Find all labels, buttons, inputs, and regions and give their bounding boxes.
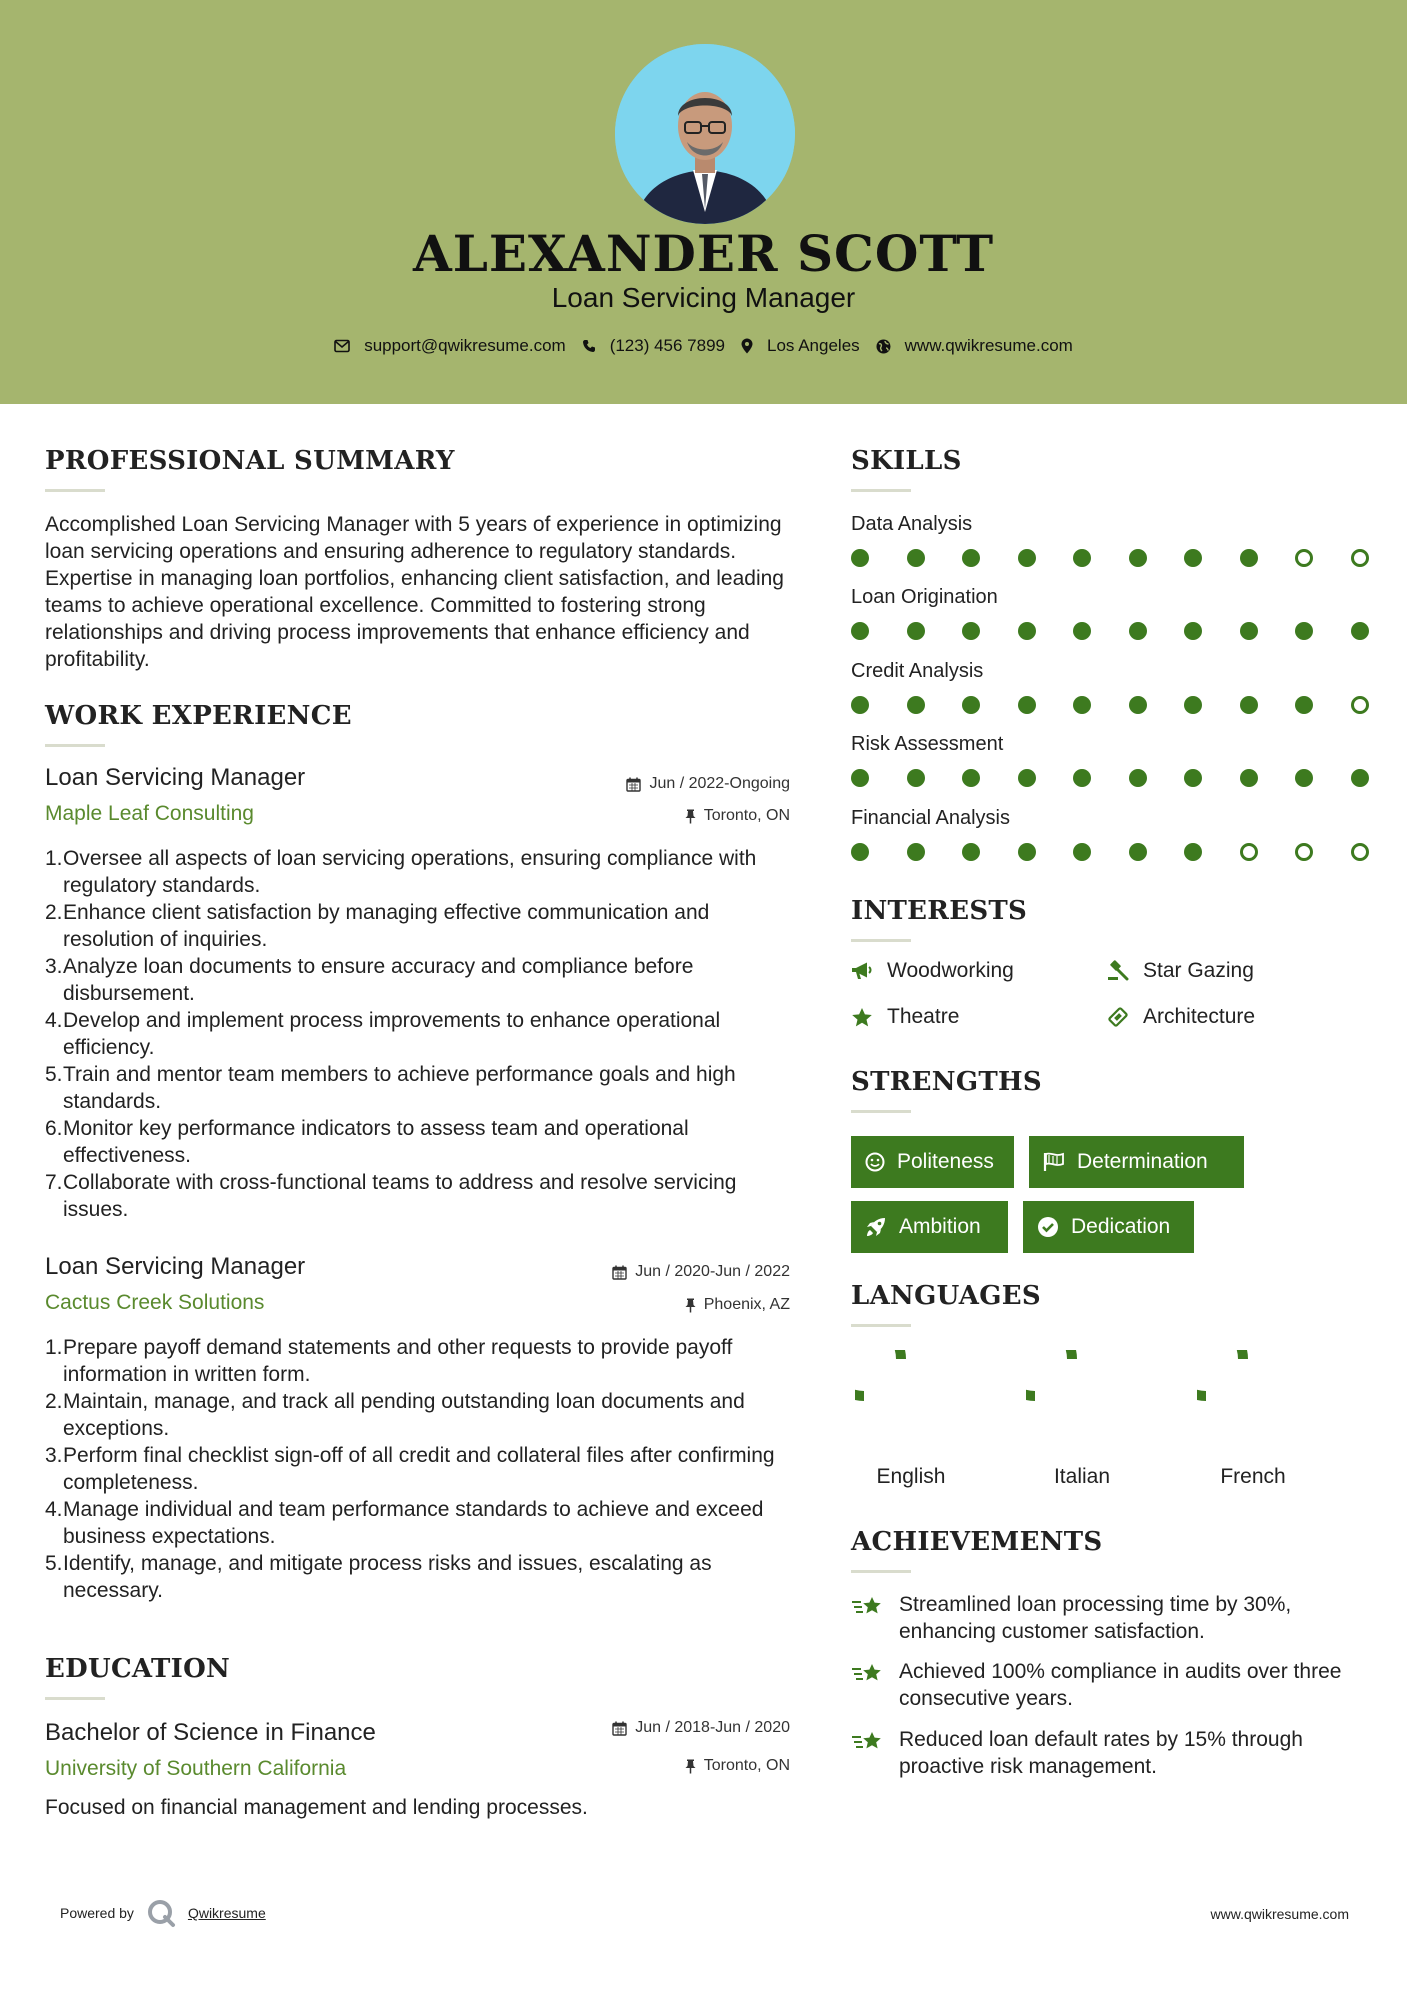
job-duties-list [45, 845, 800, 1223]
skills-divider [851, 489, 911, 492]
skill-dot [851, 549, 869, 567]
achievements-divider [851, 1570, 911, 1573]
skill-label: Credit Analysis [851, 660, 984, 682]
strengths-divider [851, 1110, 911, 1113]
degree-title: Bachelor of Science in Finance [45, 1719, 376, 1746]
achievement-item: Achieved 100% compliance in audits over three consecutive years. [851, 1658, 1371, 1712]
shooting-star-icon [851, 1660, 885, 1688]
summary-heading: PROFESSIONAL SUMMARY [45, 446, 455, 476]
achievements-heading: ACHIEVEMENTS [851, 1527, 1103, 1557]
skill-dot [851, 843, 869, 861]
skill-label: Loan Origination [851, 586, 998, 608]
job-location-text: Phoenix, AZ [703, 1296, 790, 1313]
contact-phone[interactable] [582, 336, 725, 356]
skill-dot [1073, 622, 1091, 640]
skill-dot [907, 843, 925, 861]
skill-dot [1129, 549, 1147, 567]
skill-dot [1240, 549, 1258, 567]
thumbtack-icon [685, 809, 696, 824]
calendar-icon [612, 1721, 627, 1736]
envelope-icon [334, 339, 350, 353]
skill-dot [1073, 769, 1091, 787]
resume-header [0, 0, 1407, 404]
strength-badge: Politeness [851, 1136, 1014, 1188]
profile-photo [615, 44, 795, 224]
ticket-icon [1107, 1006, 1129, 1028]
skill-dot [1240, 622, 1258, 640]
language-label: Italian [1053, 1465, 1111, 1488]
skill-dot [1351, 769, 1369, 787]
list-item: 2. Enhance client satisfaction by managing effective communication and resolution of inquiries. [45, 901, 710, 951]
interests-divider [851, 939, 911, 942]
calendar-icon [626, 777, 641, 792]
language-proficiency-ring [1026, 1350, 1118, 1442]
languages-divider [851, 1324, 911, 1327]
skill-rating [851, 622, 1363, 642]
skill-dot [851, 622, 869, 640]
interest-item: Star Gazing [1107, 959, 1254, 983]
flag-icon [1043, 1152, 1065, 1172]
skill-dot [1018, 769, 1036, 787]
skill-dot [1295, 622, 1313, 640]
skill-label: Data Analysis [851, 513, 973, 535]
skills-heading: SKILLS [851, 446, 962, 476]
education-date-text: Jun / 2018-Jun / 2020 [635, 1719, 790, 1736]
interest-item: Theatre [851, 1005, 959, 1029]
job-duties-list [45, 1334, 800, 1604]
skill-dot [1184, 549, 1202, 567]
star-icon [851, 1007, 873, 1028]
skill-dot [1129, 622, 1147, 640]
skill-dot [1351, 549, 1369, 567]
skill-dot [1129, 843, 1147, 861]
list-item: 3. Perform final checklist sign-off of all credit and collateral files after confirming completeness. [45, 1444, 775, 1494]
company-name: Cactus Creek Solutions [45, 1291, 265, 1314]
rocket-icon [865, 1216, 887, 1238]
interest-item: Architecture [1107, 1005, 1255, 1029]
skill-dot [1129, 769, 1147, 787]
shooting-star-icon [851, 1593, 885, 1621]
skill-dot [1129, 696, 1147, 714]
skill-dot [1240, 696, 1258, 714]
list-item: 5. Identify, manage, and mitigate process risks and issues, escalating as necessary. [45, 1552, 712, 1602]
skill-rating [851, 843, 1363, 863]
summary-text: Accomplished Loan Servicing Manager with 5 years of experience in optimizing loan servicing operations and ensuring adherence to regulatory standards. Expertise in managing loan portfolios, enhancing client satisfaction, and leading teams to achieve operational excellence. Committed to fostering strong relationships and driving process improvements that enhance efficiency and profitability. [45, 513, 784, 671]
achievement-item: Reduced loan default rates by 15% through proactive risk management. [851, 1726, 1371, 1780]
skill-dot [1295, 549, 1313, 567]
list-item: 7. Collaborate with cross-functional teams to address and resolve servicing issues. [45, 1171, 737, 1221]
skill-dot [907, 769, 925, 787]
qwikresume-link[interactable]: Qwikresume [187, 1905, 266, 1921]
skill-dot [1240, 843, 1258, 861]
shooting-star-icon [851, 1728, 885, 1756]
experience-heading: WORK EXPERIENCE [45, 701, 352, 731]
job-date [560, 1263, 790, 1281]
list-item: 1. Oversee all aspects of loan servicing operations, ensuring compliance with regulatory standards. [45, 847, 757, 897]
calendar-icon [612, 1265, 627, 1280]
education-description: Focused on financial management and lending processes. [45, 1796, 588, 1819]
list-item: 1. Prepare payoff demand statements and other requests to provide payoff information in written form. [45, 1336, 733, 1386]
job-date-text: Jun / 2020-Jun / 2022 [635, 1263, 790, 1280]
languages-heading: LANGUAGES [851, 1281, 1041, 1311]
skill-dot [1184, 696, 1202, 714]
list-item: 3. Analyze loan documents to ensure accuracy and compliance before disbursement. [45, 955, 694, 1005]
skill-dot [1295, 696, 1313, 714]
education-divider [45, 1697, 105, 1700]
language-proficiency-ring [1197, 1350, 1289, 1442]
skill-rating [851, 696, 1363, 716]
interests-heading: INTERESTS [851, 896, 1028, 926]
skill-dot [1018, 622, 1036, 640]
list-item: 4. Manage individual and team performance standards to achieve and exceed business expectations. [45, 1498, 764, 1548]
skill-rating [851, 769, 1363, 789]
skill-dot [907, 549, 925, 567]
contact-email-text: support@qwikresume.com [364, 336, 566, 355]
skill-dot [1295, 769, 1313, 787]
skill-dot [907, 622, 925, 640]
job-location [560, 807, 790, 825]
skill-dot [962, 696, 980, 714]
thumbtack-icon [685, 1298, 696, 1313]
education-date [560, 1719, 790, 1737]
job-location [560, 1296, 790, 1314]
contact-email[interactable] [334, 336, 566, 356]
skill-dot [1351, 622, 1369, 640]
strength-badge: Determination [1029, 1136, 1244, 1188]
skill-dot [1351, 843, 1369, 861]
candidate-role: Loan Servicing Manager [551, 282, 856, 313]
phone-icon [582, 339, 596, 353]
contact-location-text: Los Angeles [767, 336, 860, 355]
achievement-item: Streamlined loan processing time by 30%, enhancing customer satisfaction. [851, 1591, 1371, 1645]
gavel-icon [1107, 960, 1129, 982]
globe-icon [876, 339, 891, 354]
skill-dot [1073, 843, 1091, 861]
smile-icon [865, 1152, 885, 1172]
skill-dot [962, 769, 980, 787]
summary-divider [45, 489, 105, 492]
contact-location [741, 336, 860, 356]
thumbtack-icon [685, 1759, 696, 1774]
skill-rating [851, 549, 1363, 569]
education-heading: EDUCATION [45, 1654, 231, 1684]
skill-dot [1184, 769, 1202, 787]
skill-label: Financial Analysis [851, 807, 1010, 829]
skill-dot [851, 696, 869, 714]
job-date [560, 775, 790, 793]
education-location [560, 1757, 790, 1775]
skill-dot [1295, 843, 1313, 861]
job-location-text: Toronto, ON [703, 807, 790, 824]
contact-bar [0, 336, 1407, 356]
list-item: 2. Maintain, manage, and track all pending outstanding loan documents and exceptions. [45, 1390, 745, 1440]
candidate-name: ALEXANDER SCOTT [412, 224, 995, 283]
job-title: Loan Servicing Manager [45, 764, 306, 791]
skill-dot [1184, 843, 1202, 861]
skill-dot [1240, 769, 1258, 787]
education-location-text: Toronto, ON [703, 1757, 790, 1774]
skill-label: Risk Assessment [851, 733, 1004, 755]
strengths-heading: STRENGTHS [851, 1067, 1042, 1097]
contact-website[interactable] [876, 336, 1073, 356]
contact-website-text: www.qwikresume.com [904, 336, 1073, 355]
megaphone-icon [851, 961, 873, 981]
skill-dot [1018, 843, 1036, 861]
language-label: French [1220, 1465, 1286, 1488]
interest-item: Woodworking [851, 959, 1014, 983]
skill-dot [1018, 549, 1036, 567]
skill-dot [962, 843, 980, 861]
footer-powered-by: Powered by Qwikresume [60, 1898, 266, 1928]
experience-divider [45, 744, 105, 747]
language-proficiency-ring [855, 1350, 947, 1442]
contact-phone-text: (123) 456 7899 [609, 336, 726, 355]
strength-badge: Dedication [1023, 1201, 1194, 1253]
map-pin-icon [741, 338, 753, 354]
skill-dot [851, 769, 869, 787]
check-circle-icon [1037, 1216, 1059, 1238]
school-name: University of Southern California [45, 1757, 347, 1780]
company-name: Maple Leaf Consulting [45, 802, 254, 825]
skill-dot [1073, 549, 1091, 567]
skill-dot [1018, 696, 1036, 714]
job-date-text: Jun / 2022-Ongoing [649, 775, 790, 792]
job-title: Loan Servicing Manager [45, 1253, 306, 1280]
qwikresume-logo-icon [146, 1898, 176, 1928]
skill-dot [962, 549, 980, 567]
skill-dot [907, 696, 925, 714]
list-item: 4. Develop and implement process improvements to enhance operational efficiency. [45, 1009, 721, 1059]
list-item: 6. Monitor key performance indicators to assess team and operational effectiveness. [45, 1117, 689, 1167]
skill-dot [1351, 696, 1369, 714]
skill-dot [1073, 696, 1091, 714]
strength-badge: Ambition [851, 1201, 1008, 1253]
footer-website[interactable]: www.qwikresume.com [1210, 1906, 1349, 1922]
skill-dot [1184, 622, 1202, 640]
language-label: English [876, 1465, 946, 1488]
skill-dot [962, 622, 980, 640]
list-item: 5. Train and mentor team members to achieve performance goals and high standards. [45, 1063, 736, 1113]
